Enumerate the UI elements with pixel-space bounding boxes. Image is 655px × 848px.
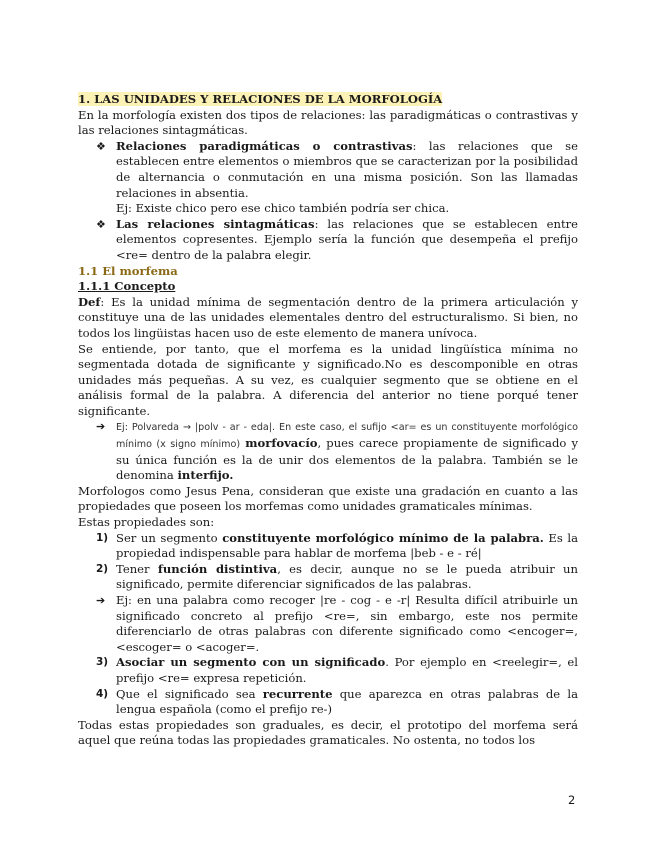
- paragraph-pena: Morfologos como Jesus Pena, consideran que existe una gradación en cuanto a las propiedades que poseen los morfemas como unidades gramaticales mínimas.: [78, 483, 578, 514]
- arrow-item-recoger: ➔ Ej: en una palabra como recoger |re - cog - e -r| Resulta difícil atribuirle un significado concreto al prefijo <re=, sin embargo, este nos permite diferenciarlo de otras palabras con diferente significado como <encoger=, <escoger= o <acoger=.: [96, 593, 578, 654]
- numbered-item-1: 1) Ser un segmento constituyente morfológico mínimo de la palabra. Es la propiedad indispensable para hablar de morfema |beb - e - ré|: [96, 530, 578, 561]
- numbered-item-4: 4) Que el significado sea recurrente que aparezca en otras palabras de la lengua española (como el prefijo re-): [96, 686, 578, 717]
- arrow-bullet-icon: ➔: [96, 594, 106, 607]
- subsection-heading: 1.1 El morfema: [78, 263, 178, 278]
- numbered-item-3: 3) Asociar un segmento con un significado. Por ejemplo en <reelegir=, el prefijo <re= expresa repetición.: [96, 655, 578, 685]
- paragraph-propiedades: Estas propiedades son:: [78, 515, 215, 530]
- page-number: 2: [568, 793, 576, 807]
- diamond-bullet-icon: ❖: [96, 217, 106, 231]
- document-page: [78, 92, 578, 749]
- numbered-item-2: 2) Tener función distintiva, es decir, aunque no se le pueda atribuir un significado, permite diferenciar significados de las palabras.: [96, 561, 578, 592]
- diamond-bullet-icon: ❖: [96, 139, 106, 153]
- example-chico: Ej: Existe chico pero ese chico también podría ser chica.: [116, 201, 450, 216]
- arrow-bullet-icon: ➔: [96, 420, 106, 434]
- paragraph-morfema: Se entiende, por tanto, que el morfema es la unidad lingüística mínima no segmentada dotada de significante y significado.No es descomponible en otras unidades más pequeñas. A su vez, es cualquier segmento que se obtiene en el análisis formal de la palabra. A diferencia del anterior no tiene porqué tener significante.: [78, 341, 578, 418]
- intro-paragraph: En la morfología existen dos tipos de relaciones: las paradigmáticas o contrastivas y las relaciones sintagmáticas.: [78, 107, 578, 138]
- section-heading: 1. LAS UNIDADES Y RELACIONES DE LA MORFOLOGÍA: [78, 92, 443, 106]
- arrow-item-polvareda: ➔ Ej: Polvareda → |polv - ar - eda|. En este caso, el sufijo <ar= es un constituyente morfológico mínimo (x signo mínimo) morfovacío, pues carece propiamente de significado y su única función es la de unir dos elementos de la palabra. También se le denomina interfijo.: [96, 420, 578, 483]
- bullet-paradigmatic: ❖ Relaciones paradigmáticas o contrastivas: las relaciones que se establecen entre elementos o miembros que se caracterizan por la posibilidad de alternancia o conmutación en una misma posición. Son las llamadas relaciones in absentia.: [96, 138, 578, 200]
- subsubsection-heading: 1.1.1 Concepto: [78, 279, 176, 294]
- bullet-syntagmatic: ❖ Las relaciones sintagmáticas: las relaciones que se establecen entre elementos copresentes. Ejemplo sería la función que desempeña el prefijo <re= dentro de la palabra elegir.: [96, 216, 578, 262]
- paragraph-graduales: Todas estas propiedades son graduales, es decir, el prototipo del morfema será aquel que reúna todas las propiedades gramaticales. No ostenta, no todos los: [78, 717, 578, 748]
- definition-paragraph: Def: Es la unidad mínima de segmentación dentro de la primera articulación y constituye una de las unidades elementales dentro del estructuralismo. Si bien, no todos los lingüistas hacen uso de este elemento de manera unívoca.: [78, 294, 578, 340]
